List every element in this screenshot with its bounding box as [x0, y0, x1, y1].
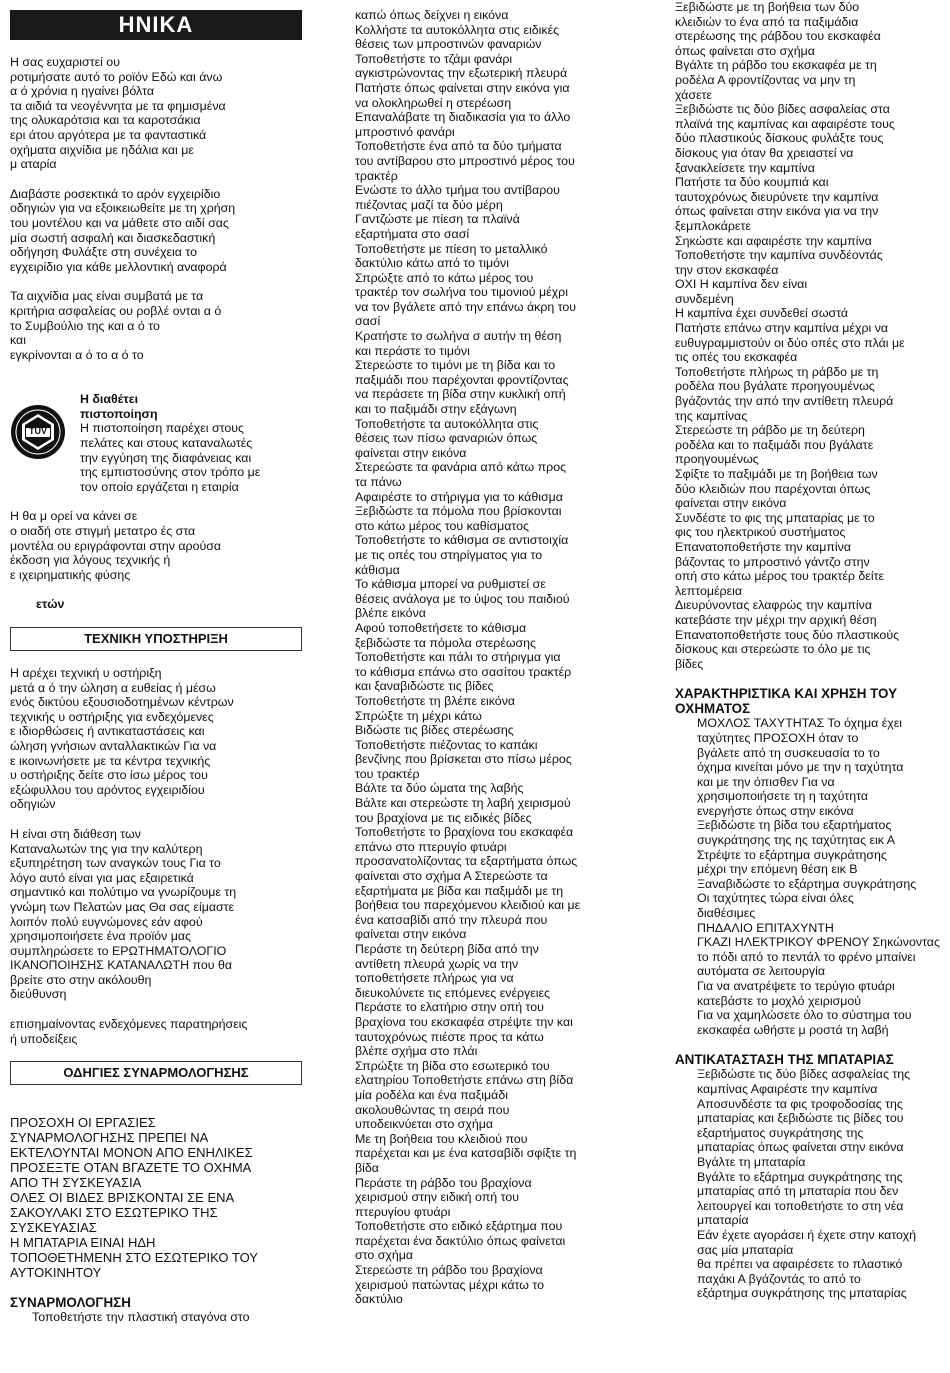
cabin-steps: Ξεβιδώστε με τη βοήθεια των δύο κλειδιών το ένα από τα παξιμάδια στερέωσης της ράβδου του εκσκαφέα όπως φαίνεται στο σχήμα Βγάλτε τη ράβδο του εκσκαφέα με τη ροδέλα Α φροντίζοντας να μην τη χάσετε Ξεβιδώστε τις δύο βίδες ασφαλείας στα πλαϊνά της καμπίνας και αφαιρέστε τους δύο πλαστικούς δίσκους φυλάξτε τους δίσκους για όταν θα χρειαστεί να ξανακλείσετε την καμπίνα Πατήστε τα δύο κουμπιά και ταυτοχρόνως διευρύνετε την καμπίνα όπως φαίνεται στην εικόνα για να την ξεμπλοκάρετε Σηκώστε και αφαιρέστε την καμπίνα Τοποθετήστε την καμπίνα συνδέοντάς την στον εκσκαφέα ΟΧΙ Η καμπίνα δεν είναι συνδεμένη Η καμπίνα έχει συνδεθεί σωστά Πατήστε επάνω στην καμπίνα μέχρι να ευθυγραμμιστούν οι δύο οπές στο πλάι με τις οπές του εκσκαφέα Τοποθετήστε πλήρως τη ράβδο με τη ροδέλα που βγάλατε προηγουμένως βγάζοντάς την από την αντίθετη πλευρά της καμπίνας Στερεώστε τη ράβδο με τη δεύτερη ροδέλα και το παξιμάδι που βγάλατε προηγουμένως Σφίξτε το παξιμάδι με τη βοήθεια των δύο κλειδιών που παρέχονται όπως φαίνεται στην εικόνα Συνδέστε το φις της μπαταρίας με το φις του ηλεκτρικού συστήματος Επανατοποθετήστε την καμπίνα βάζοντας το μπροστινό γάντζο στην οπή στο κάτω μέρος του τρακτέρ δείτε λεπτομέρεια Διευρύνοντας ελαφρώς την καμπίνα κατεβάστε την μέχρι την αρχική θέση Επανατοποθετήστε τους δύο πλαστικούς δίσκους και στερεώστε το όλο με τις βίδες	[675, 0, 905, 671]
safety-paragraph: Τα αιχνίδια μας είναι συμβατά με τα κριτήρια ασφαλείας ου ροβλέ ονται α ό το Συμβούλιο της και α ό το και εγκρίνονται α ό το α ό το	[10, 289, 222, 362]
certification-heading: Η διαθέτει πιστοποίηση	[80, 392, 158, 421]
changes-paragraph: Η θα μ ορεί να κάνει σε ο οιαδή οτε στιγμή μετατρο ές στα μοντέλα ου εριγράφονται στην αρούσα έκδοση για λόγους τεχνικής ή ε ιχειρηματικής φύσης	[10, 509, 222, 582]
support-paragraph: Η αρέχει τεχνική υ οστήριξη μετά α ό την ώληση α ευθείας ή μέσω ενός δικτύου εξουσιοδοτημένων κέντρων τεχνικής υ οστήριξης για ενδεχόμενες ε ιδιορθώσεις ή αντικαταστάσεις και ώληση γνήσιων ανταλλακτικών Για να ε ικοινωνήσετε με τα κέντρα τεχνικής υ οστήριξης δείτε στο ίσω μέρος του εξώφυλλου του αρόντος εγχειριδίου οδηγιών	[10, 666, 234, 812]
battery-text: Ξεβιδώστε τις δύο βίδες ασφαλείας της καμπίνας Αφαιρέστε την καμπίνα Αποσυνδέστε τα φις τροφοδοσίας της μπαταρίας και ξεβιδώστε τις βίδες του εξαρτήματος συγκράτησης της μπαταρίας όπως φαίνεται στην εικόνα Βγάλτε τη μπαταρία Βγάλτε το εξάρτημα συγκράτησης της μπαταρίας από τη μπαταρία που δεν λειτουργεί και τοποθετήστε το στη νέα μπαταρία Εάν έχετε αγοράσει ή έχετε στην κατοχή σας μία μπαταρία θα πρέπει να αφαιρέσετε το πλαστικό παχάκι Α βγάζοντάς το από το εξάρτημα συγκράτησης της μπαταρίας	[697, 1067, 917, 1301]
column-right	[675, 0, 941, 1301]
features-heading: ΧΑΡΑΚΤΗΡΙΣΤΙΚΑ ΚΑΙ ΧΡΗΣΗ ΤΟΥ ΟΧΗΜΑΤΟΣ	[675, 686, 898, 717]
certification-block	[10, 392, 302, 494]
assembly-warning: ΠΡΟΣΟΧΗ ΟΙ ΕΡΓΑΣΙΕΣ ΣΥΝΑΡΜΟΛΟΓΗΣΗΣ ΠΡΕΠΕΙ ΝΑ ΕΚΤΕΛΟΥΝΤΑΙ ΜΟΝΟΝ ΑΠΟ ΕΝΗΛΙΚΕΣ ΠΡΟΣΕΞΤΕ ΟΤΑΝ ΒΓΑΖΕΤΕ ΤΟ ΟΧΗΜΑ ΑΠΟ ΤΗ ΣΥΣΚΕΥΑΣΙΑ ΟΛΕΣ ΟΙ ΒΙΔΕΣ ΒΡΙΣΚΟΝΤΑΙ ΣΕ ΕΝΑ ΣΑΚΟΥΛΑΚΙ ΣΤΟ ΕΣΩΤΕΡΙΚΟ ΤΗΣ ΣΥΣΚΕΥΑΣΙΑΣ Η ΜΠΑΤΑΡΙΑ ΕΙΝΑΙ ΗΔΗ ΤΟΠΟΘΕΤΗΜΕΝΗ ΣΤΟ ΕΣΩΤΕΡΙΚΟ ΤΟΥ ΑΥΤΟΚΙΝΗΤΟΥ	[10, 1115, 258, 1281]
section-title: ΗΝΙΚΑ	[10, 10, 302, 40]
assembly-steps: καπώ όπως δείχνει η εικόνα Κολλήστε τα αυτοκόλλητα στις ειδικές θέσεις των μπροστινών φαναριών Τοποθετήστε το τζάμι φανάρι αγκιστρώνοντας την εξωτερική πλευρά Πατήστε όπως φαίνεται στην εικόνα για να ολοκληρωθεί η στερέωση Επαναλάβατε τη διαδικασία για το άλλο μπροστινό φανάρι Τοποθετήστε ένα από τα δύο τμήματα του αντίβαρου στο μπροστινό μέρος του τρακτέρ Ενώστε το άλλο τμήμα του αντίβαρου πιέζοντας μαζί τα δύο μέρη Γαντζώστε με πίεση τα πλαϊνά εξαρτήματα στο σασί Τοποθετήστε με πίεση το μεταλλικό δακτύλιο κάτω από το τιμόνι Σπρώξτε από το κάτω μέρος του τρακτέρ τον σωλήνα του τιμονιού μέχρι να τον βγάλετε από την επάνω άκρη του σασί Κρατήστε το σωλήνα σ αυτήν τη θέση και περάστε το τιμόνι Στερεώστε το τιμόνι με τη βίδα και το παξιμάδι που παρέχονται φροντίζοντας να περάσετε τη βίδα στην κυκλική οπή και το παξιμάδι στην εξάγωνη Τοποθετήστε τα αυτοκόλλητα στις θέσεις των πίσω φαναριών όπως φαίνεται στην εικόνα Στερεώστε τα φανάρια από κάτω προς τα πάνω Αφαιρέστε το στήριγμα για το κάθισμα Ξεβιδώστε τα πόμολα που βρίσκονται στο κάτω μέρος του καθίσματος Τοποθετήστε το κάθισμα σε αντιστοιχία με τις οπές του στηρίγματος για το κάθισμα Το κάθισμα μπορεί να ρυθμιστεί σε θέσεις ανάλογα με το ύψος του παιδιού βλέπε εικόνα Αφού τοποθετήσετε το κάθισμα ξεβιδώστε τα πόμολα στερέωσης Τοποθετήστε και πάλι το στήριγμα για το κάθισμα επάνω στο σασίτου τρακτέρ και ξαναβιδώστε τις βίδες Τοποθετήστε τη βλέπε εικόνα Σπρώξτε τη μέχρι κάτω Βιδώστε τις βίδες στερέωσης Τοποθετήστε πιέζοντας το καπάκι βενζίνης που βρίσκεται στο πίσω μέρος του τρακτέρ Βάλτε τα δύο ώματα της λαβής Βάλτε και στερεώστε τη λαβή χειρισμού του βραχίονα με τις ειδικές βίδες Τοποθετήστε το βραχίονα του εκσκαφέα επάνω στο πτερυγίο φτυάρι προσανατολίζοντας τα εξαρτήματα όπως φαίνεται στο σχήμα Α Στερεώστε τα εξαρτήματα με βίδα και παξιμάδι με τη βοήθεια του παρεχόμενου κλειδιού και με ένα κατσαβίδι από την πλευρά που φαίνεται στην εικόνα Περάστε τη δεύτερη βίδα από την αντίθετη πλευρά χωρίς να την τοποθετήσετε πλήρως για να διευκολύνετε τις επόμενες ενέργειες Περάστε το ελατήριο στην οπή του βραχίονα του εκσκαφέα στρέψτε την και ταυτοχρόνως πιέστε προς τα κάτω βλέπε σχήμα στο πλάι Σπρώξτε τη βίδα στο εσωτερικό του ελατηρίου Τοποθετήστε επάνω στη βίδα μία ροδέλα και ένα παξιμάδι ακολουθώντας τη σειρά που υποδεικνύεται στο σχήμα Με τη βοήθεια του κλειδιού που παρέχεται και με ένα κατσαβίδι σφίξτε τη βίδα Περάστε τη ράβδο του βραχίονα χειρισμού στην ειδική οπή του πτερυγίου φτυάρι Τοποθετήστε στο ειδικό εξάρτημα που παρέχεται ένα δακτύλιο όπως φαίνεται στο σχήμα Στερεώστε τη ράβδο του βραχίονα χειρισμού πατώντας μέχρι κάτω το δακτύλιο	[355, 8, 581, 1307]
assembly-first-step: Τοποθετήστε την πλαστική σταγόνα στο	[32, 1310, 250, 1325]
years-label: ετών	[36, 597, 65, 612]
battery-heading: ΑΝΤΙΚΑΤΑΣΤΑΣΗ ΤΗΣ ΜΠΑΤΑΡΙΑΣ	[675, 1052, 894, 1068]
assembly-instructions-box: ΟΔΗΓΙΕΣ ΣΥΝΑΡΜΟΛΟΓΗΣΗΣ	[10, 1061, 302, 1085]
features-text: ΜΟΧΛΟΣ ΤΑΧΥΤΗΤΑΣ Το όχημα έχει ταχύτητες ΠΡΟΣΟΧΗ όταν το βγάλετε από τη συσκευασία το το όχημα κινείται μόνο με την η ταχύτητα και με την όπισθεν Για να χρησιμοποιήσετε τη η ταχύτητα ενεργήστε όπως στην εικόνα Ξεβιδώστε τη βίδα του εξαρτήματος συγκράτησης της ης ταχύτητας εικ Α Στρέψτε το εξάρτημα συγκράτησης μέχρι την επόμενη θέση εικ Β Ξαναβιδώστε το εξάρτημα συγκράτησης Οι ταχύτητες τώρα είναι όλες διαθέσιμες ΠΗΔΑΛΙΟ ΕΠΙΤΑΧΥΝΤΗ ΓΚΑΖΙ ΗΛΕΚΤΡΙΚΟΥ ΦΡΕΝΟΥ Σηκώνοντας το πόδι από το πεντάλ το φρένο μπαίνει αυτόματα σε λειτουργία Για να ανατρέψετε το τερύγιο φτυάρι κατεβάστε το μοχλό χειρισμού Για να χαμηλώσετε όλο το σύστημα του εκσκαφέα ωθήστε μ ροστά τη λαβή	[697, 716, 940, 1037]
intro-paragraph: Η σας ευχαριστεί ου ροτιμήσατε αυτό το ροϊόν Εδώ και άνω α ό χρόνια η ηγαίνει βόλτα τα αιδιά τα νεογέννητα με τα φημισμένα της ολυκαρότσια και τα καροτσάκια ερι άτου αργότερα με τα φανταστικά οχήματα αιχνίδια με ηδάλια και με μ αταρία	[10, 55, 226, 172]
customers-paragraph: Η είναι στη διάθεση των Καταναλωτών της για την καλύτερη εξυπηρέτηση των αναγκών τους Για το λόγο αυτό είναι για μας εξαιρετικά σημαντικό και πολύτιμο να γνωρίζουμε τη γνώμη των Πελατών μας Θα σας είμαστε λοιπόν πολύ ευγνώμονες εάν αφού χρησιμοποιήσετε ένα προϊόν μας συμπληρώσετε το ΕΡΩΤΗΜΑΤΟΛΟΓΙΟ ΙΚΑΝΟΠΟΙΗΣΗΣ ΚΑΤΑΝΑΛΩΤΗ που θα βρείτε στο στην ακόλουθη διεύθυνση	[10, 826, 237, 1002]
read-manual-paragraph: Διαβάστε ροσεκτικά το αρόν εγχειρίδιο οδηγιών για να εξοικειωθείτε με τη χρήση του μοντέλου και να μάθετε στο αιδί σας μία σωστή ασφαλή και διασκεδαστική οδήγηση Φυλάξτε στη συνέχεια το εγχειρίδιο για κάθε μελλοντική αναφορά	[10, 186, 236, 274]
tuv-certification-icon	[10, 404, 66, 460]
certification-text: Η πιστοποίηση παρέχει στους πελάτες και στους καταναλωτές την εγγύηση της διαφάνειας και της εμπιστοσύνης στον τρόπο με τον οποίο εργάζεται η εταιρία	[80, 421, 261, 494]
column-left	[10, 0, 302, 1325]
technical-support-box: ΤΕΧΝΙΚΗ ΥΠΟΣΤΗΡΙΞΗ	[10, 627, 302, 651]
assembly-heading: ΣΥΝΑΡΜΟΛΟΓΗΣΗ	[10, 1295, 131, 1311]
tuv-badge-label: TÜV	[29, 426, 47, 437]
remarks-paragraph: επισημαίνοντας ενδεχόμενες παρατηρήσεις ή υποδείξεις	[10, 1017, 248, 1046]
column-middle	[355, 8, 621, 1307]
